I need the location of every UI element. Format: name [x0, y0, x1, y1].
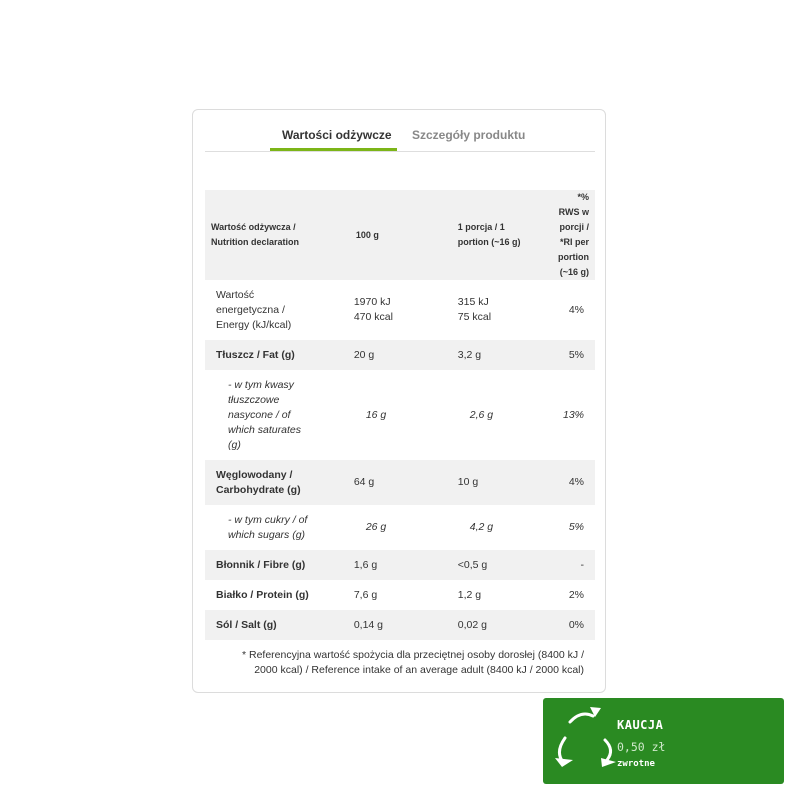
value-100g: 1,6 g: [337, 550, 450, 580]
value-ri: 5%: [552, 340, 595, 370]
table-row-salt: [205, 610, 595, 640]
value-portion: 4,2 g: [450, 505, 552, 550]
value-100g: 26 g: [337, 505, 450, 550]
value-100g: 16 g: [337, 370, 450, 460]
value-portion: <0,5 g: [450, 550, 552, 580]
product-info-card: [192, 109, 606, 693]
value-100g: 7,6 g: [337, 580, 450, 610]
table-row-sugars: [205, 505, 595, 550]
table-row-fat: [205, 340, 595, 370]
active-tab-indicator: [270, 148, 397, 151]
table-row-energy: [205, 280, 595, 340]
value-100g: 20 g: [337, 340, 450, 370]
table-row-fibre: [205, 550, 595, 580]
table-row-protein: [205, 580, 595, 610]
value-portion: 315 kJ 75 kcal: [450, 280, 552, 340]
value-portion: 3,2 g: [450, 340, 552, 370]
value-ri: 13%: [552, 370, 595, 460]
row-label: - w tym cukry / of which sugars (g): [205, 505, 337, 550]
value-portion: 10 g: [450, 460, 552, 505]
row-label: Błonnik / Fibre (g): [205, 550, 337, 580]
value-100g: 0,14 g: [337, 610, 450, 640]
table-footnote-row: [205, 640, 595, 686]
tab-nutrition[interactable]: Wartości odżywcze: [282, 128, 392, 142]
table-row-carbohydrate: [205, 460, 595, 505]
header-100g: 100 g: [337, 190, 450, 280]
deposit-title: KAUCJA: [617, 718, 664, 732]
value-ri: 4%: [552, 280, 595, 340]
value-ri: -: [552, 550, 595, 580]
tab-product-details[interactable]: Szczegóły produktu: [412, 128, 526, 142]
row-label: Wartość energetyczna / Energy (kJ/kcal): [205, 280, 337, 340]
nutrition-table: [205, 190, 595, 686]
recycle-arrows-icon: [543, 698, 623, 784]
tab-bar: [205, 110, 595, 152]
value-portion: 0,02 g: [450, 610, 552, 640]
header-portion: 1 porcja / 1 portion (~16 g): [450, 190, 552, 280]
value-ri: 2%: [552, 580, 595, 610]
deposit-price: 0,50 zł: [617, 740, 666, 754]
header-ri-per-portion: *% RWS w porcji / *RI per portion (~16 g): [552, 190, 595, 280]
row-label: Tłuszcz / Fat (g): [205, 340, 337, 370]
deposit-badge: [543, 698, 784, 784]
value-ri: 0%: [552, 610, 595, 640]
value-portion: 1,2 g: [450, 580, 552, 610]
value-ri: 4%: [552, 460, 595, 505]
table-row-saturates: [205, 370, 595, 460]
table-header-row: [205, 190, 595, 280]
row-label: Węglowodany / Carbohydrate (g): [205, 460, 337, 505]
value-ri: 5%: [552, 505, 595, 550]
value-100g: 64 g: [337, 460, 450, 505]
row-label: - w tym kwasy tłuszczowe nasycone / of which saturates (g): [205, 370, 337, 460]
deposit-subtitle: zwrotne: [617, 759, 655, 769]
value-100g: 1970 kJ 470 kcal: [337, 280, 450, 340]
header-nutrition-declaration: Wartość odżywcza / Nutrition declaration: [205, 190, 337, 280]
row-label: Sól / Salt (g): [205, 610, 337, 640]
footnote: * Referencyjna wartość spożycia dla przeciętnej osoby dorosłej (8400 kJ / 2000 kcal) / Reference intake of an average adult (8400 kJ / 2000 kcal): [205, 640, 595, 686]
value-portion: 2,6 g: [450, 370, 552, 460]
row-label: Białko / Protein (g): [205, 580, 337, 610]
